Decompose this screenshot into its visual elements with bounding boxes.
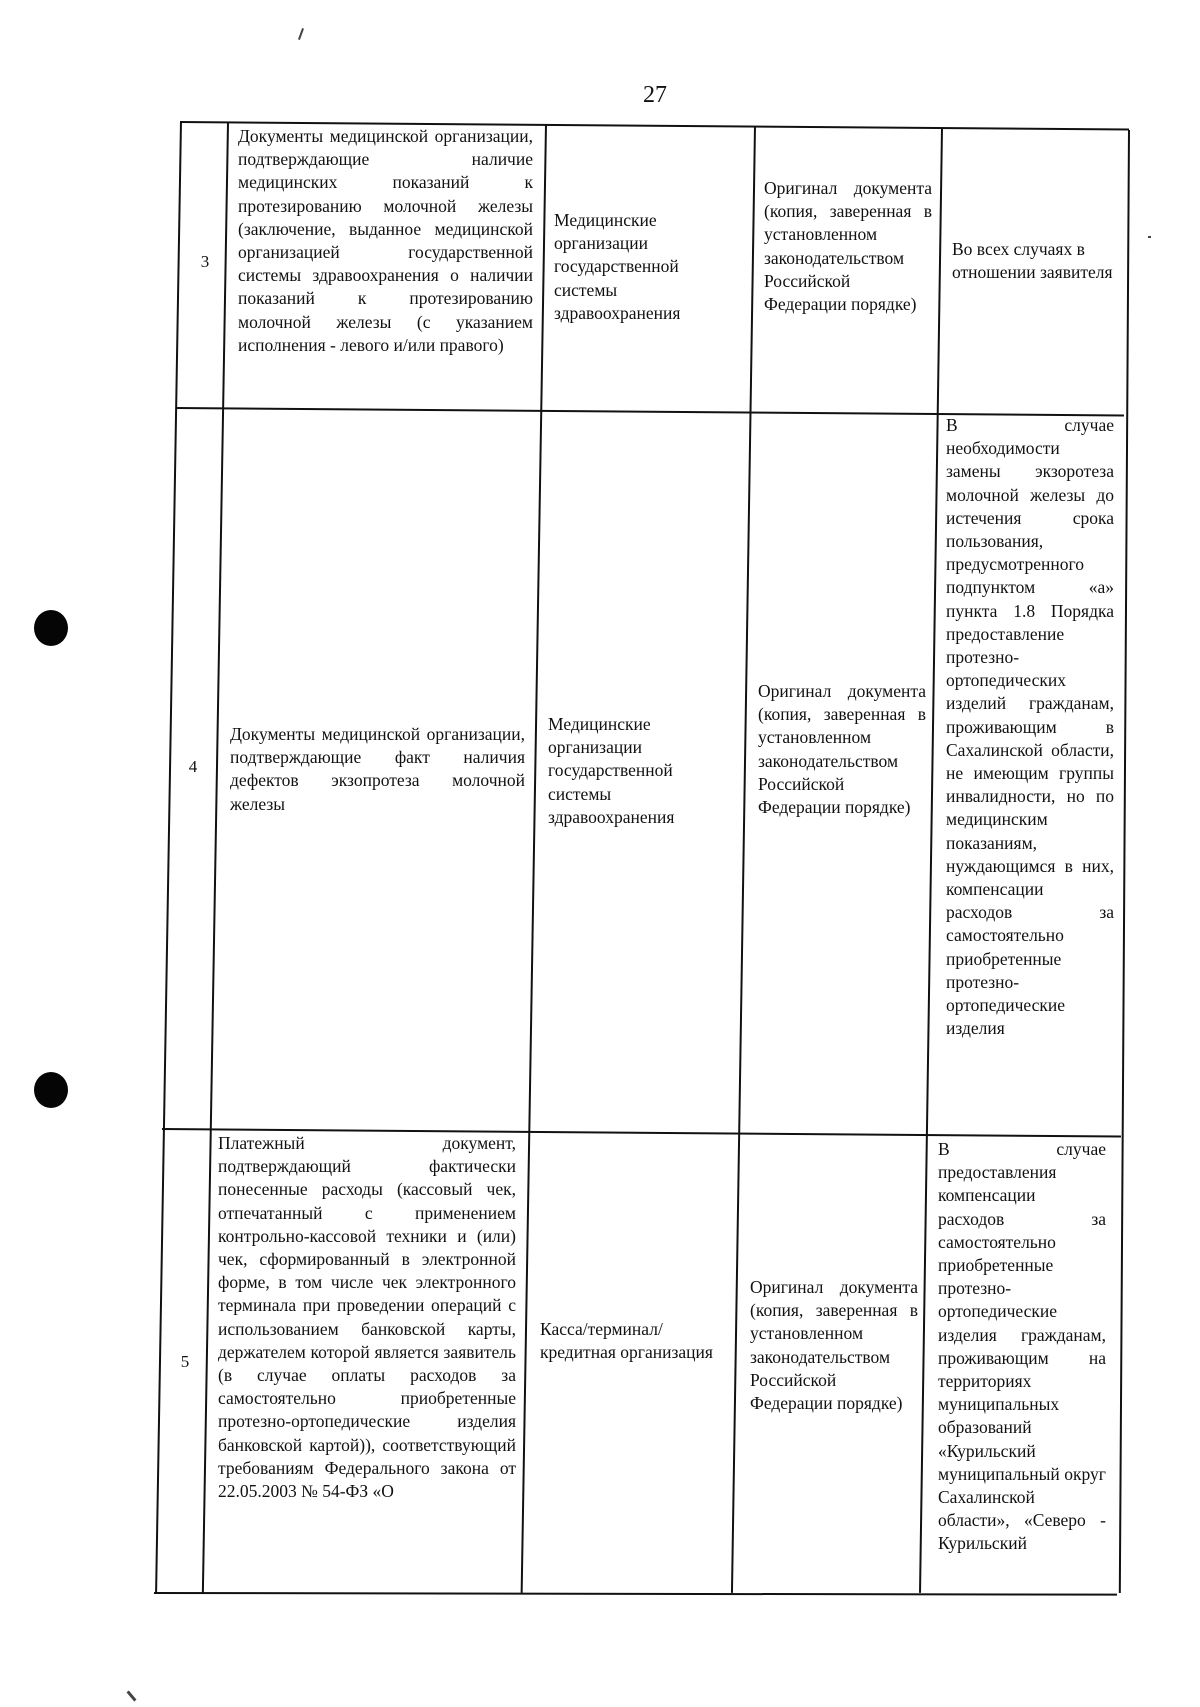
page-number: 27 — [643, 82, 667, 108]
form-cell: Оригинал документа (копия, заверенная в установленном законодательством Российской Федерации порядке) — [764, 178, 932, 315]
document-cell: Платежный документ, подтверждающий фактически понесенные расходы (кассовый чек, отпечатанный с применением контрольно-кассовой техники и (или) чек, сформированный в электронной форме, в том числе чек электронного терминала при проведении операций с использованием банковской карты, держателем которой является заявитель (в случае оплаты расходов за самостоятельно приобретенные протезно-ортопедические изделия банковской картой)), соответствующий требованиям Федерального закона от 22.05.2003 № 54-ФЗ «О — [218, 1133, 516, 1502]
punch-hole — [34, 1072, 68, 1108]
source-cell: Касса/терминал/ кредитная организация — [540, 1319, 713, 1363]
row-number: 5 — [180, 1352, 190, 1371]
table-border-right — [1119, 130, 1130, 1593]
document-cell: Документы медицинской организации, подтверждающие наличие медицинских показаний к протезированию молочной железы (заключение, выданное медицинской организацией государственной системы здравоохранения о наличии показаний к протезированию молочной железы (с указанием исполнения - левого и/или правого) — [238, 126, 533, 355]
form-cell: Оригинал документа (копия, заверенная в установленном законодательством Российской Федерации порядке) — [758, 681, 926, 818]
condition-cell: Во всех случаях в отношении заявителя — [952, 239, 1113, 283]
source-cell: Медицинские организации государственной системы здравоохранения — [554, 210, 681, 323]
condition-cell: В случае необходимости замены экзоротеза молочной железы до истечения срока пользования, предусмотренного подпунктом «а» пункта 1.8 Порядка предоставление протезно-ортопедических изделий гражданам, проживающим в Сахалинской области, не имеющим группы инвалидности, но по медицинским показаниям, нуждающимся в них, компенсации расходов за самостоятельно приобретенные протезно-ортопедические изделия — [946, 415, 1114, 1039]
form-cell: Оригинал документа (копия, заверенная в установленном законодательством Российской Федерации порядке) — [750, 1277, 918, 1414]
condition-cell: В случае предоставления компенсации расходов за самостоятельно приобретенные протезно-ортопедические изделия гражданам, проживающим на территориях муниципальных образований «Курильский муниципальный округ Сахалинской области», «Северо - Курильский — [938, 1139, 1106, 1554]
source-cell: Медицинские организации государственной системы здравоохранения — [548, 714, 675, 827]
row-number: 4 — [188, 757, 198, 776]
table-border-bottom — [154, 1592, 1117, 1596]
document-cell: Документы медицинской организации, подтверждающие факт наличия дефектов экзопротеза молочной железы — [230, 724, 525, 814]
punch-hole — [34, 610, 68, 646]
row-number: 3 — [200, 252, 210, 271]
scan-mark — [1148, 236, 1151, 238]
